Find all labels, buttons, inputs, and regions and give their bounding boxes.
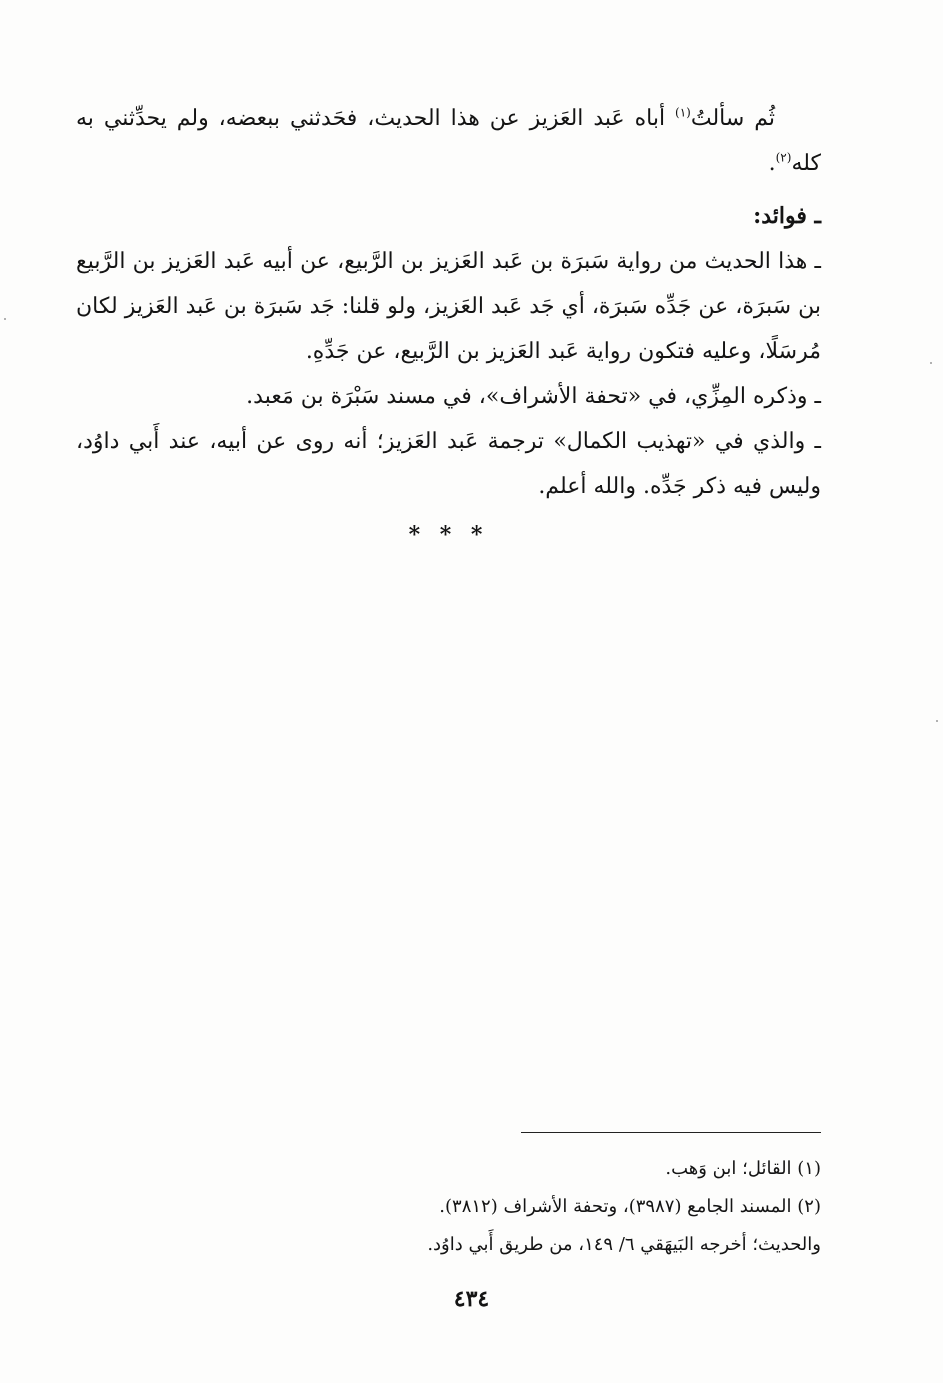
scan-speck [930, 362, 932, 364]
benefit-point-1: ـ هذا الحديث من رواية سَبرَة بن عَبد العَزيز بن الرَّبيع، عن أبيه عَبد العَزيز بن الرَّبيع بن سَبرَة، عن جَدِّه سَبرَة، أي جَد عَبد العَزيز، ولو قلنا: جَد سَبرَة بن عَبد العَزيز لكان مُرسَلًا، وعليه فتكون رواية عَبد العَزيز بن الرَّبيع، عن جَدِّهِ. [76, 249, 821, 364]
section-separator: * * * [408, 522, 489, 548]
benefit-point-3: ـ والذي في «تهذيب الكمال» ترجمة عَبد العَزيز؛ أنه روى عن أبيه، عند أَبي داوُد، وليس فيه ذكر جَدِّه. والله أعلم. [76, 429, 821, 499]
scan-speck [4, 318, 6, 320]
footnote-2-line-1: (٢) المسند الجامع (٣٩٨٧)، وتحفة الأشراف (٣٨١٢). [439, 1196, 821, 1217]
main-text [76, 96, 821, 555]
intro-paragraph [76, 96, 821, 186]
footnote-ref-2: (٢) [775, 150, 792, 165]
benefit-point-2: ـ وذكره المِزِّي، في «تحفة الأشراف»، في مسند سَبْرَة بن مَعبد. [246, 384, 821, 409]
footnote-2-line-2: والحديث؛ أخرجه البَيهَقي ٦/ ١٤٩، من طريق أَبي داوُد. [427, 1234, 821, 1255]
intro-text-part2: أباه عَبد العَزيز عن هذا الحديث، فحَدثني ببعضه، ولم يحدِّثني به كله [76, 106, 821, 176]
fawaid-heading: ـ فوائد: [753, 203, 821, 229]
footnotes [76, 1150, 821, 1264]
intro-text-part1: ثُم سألتُ [690, 106, 775, 131]
footnote-1: (١) القائل؛ ابن وَهب. [665, 1158, 821, 1179]
footnote-ref-1: (١) [675, 105, 691, 120]
scan-speck [936, 720, 938, 722]
footnote-divider [521, 1132, 821, 1133]
page-number: ٤٣٤ [453, 1286, 490, 1312]
intro-text-end: . [768, 151, 776, 176]
